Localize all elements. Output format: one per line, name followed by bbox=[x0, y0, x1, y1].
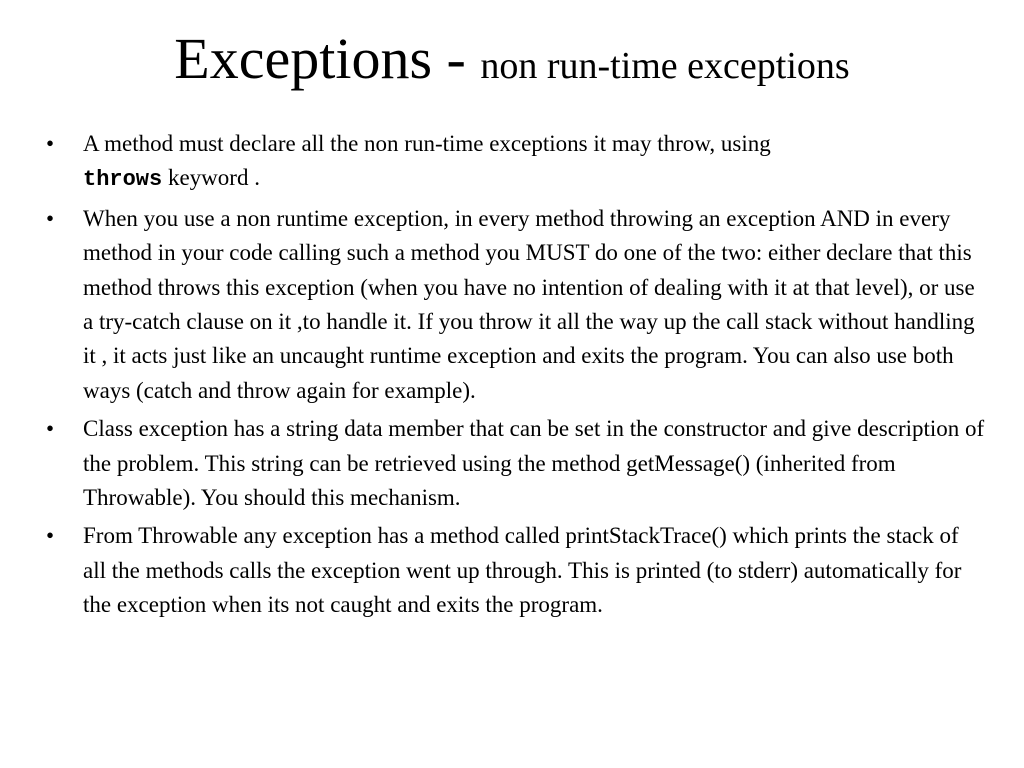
bullet-list bbox=[46, 127, 986, 627]
title-subtitle: non run-time exceptions bbox=[480, 45, 850, 87]
bullet-icon: • bbox=[46, 131, 55, 156]
bullet-item-print-stack-trace bbox=[46, 519, 986, 622]
bullet-icon: • bbox=[46, 205, 55, 231]
bullet-icon: • bbox=[46, 523, 55, 549]
bullet-text-tail: keyword . bbox=[162, 165, 260, 191]
bullet-text: From Throwable any exception has a method called printStackTrace() which prints the stack of all the methods calls the exception went up through. This is printed (to stderr) automatically for the exception when its not caught and exits the program. bbox=[83, 523, 962, 618]
bullet-item-throws-declaration bbox=[46, 127, 986, 198]
bullet-icon: • bbox=[46, 416, 55, 442]
bullet-text: A method must declare all the non run-time exceptions it may throw, using bbox=[83, 131, 771, 156]
slide-title bbox=[0, 26, 1024, 91]
title-main: Exceptions - bbox=[174, 26, 481, 91]
bullet-text: Class exception has a string data member that can be set in the constructor and give description of the problem. This string can be retrieved using the method getMessage() (inherited from Throwable). You should this mechanism. bbox=[83, 416, 985, 511]
throws-keyword: throws bbox=[83, 167, 163, 193]
bullet-text: When you use a non runtime exception, in every method throwing an exception AND in every method in your code calling such a method you MUST do one of the two: either declare that this method throws this exception (when you have no intention of dealing with it at that level), or use a try-catch clause on it ,to handle it. If you throw it all the way up the call stack without handling it , it acts just like an uncaught runtime exception and exits the program. You can also use both ways (catch and throw again for example). bbox=[83, 205, 975, 403]
bullet-item-get-message bbox=[46, 412, 986, 515]
bullet-item-handling-rules bbox=[46, 202, 986, 408]
